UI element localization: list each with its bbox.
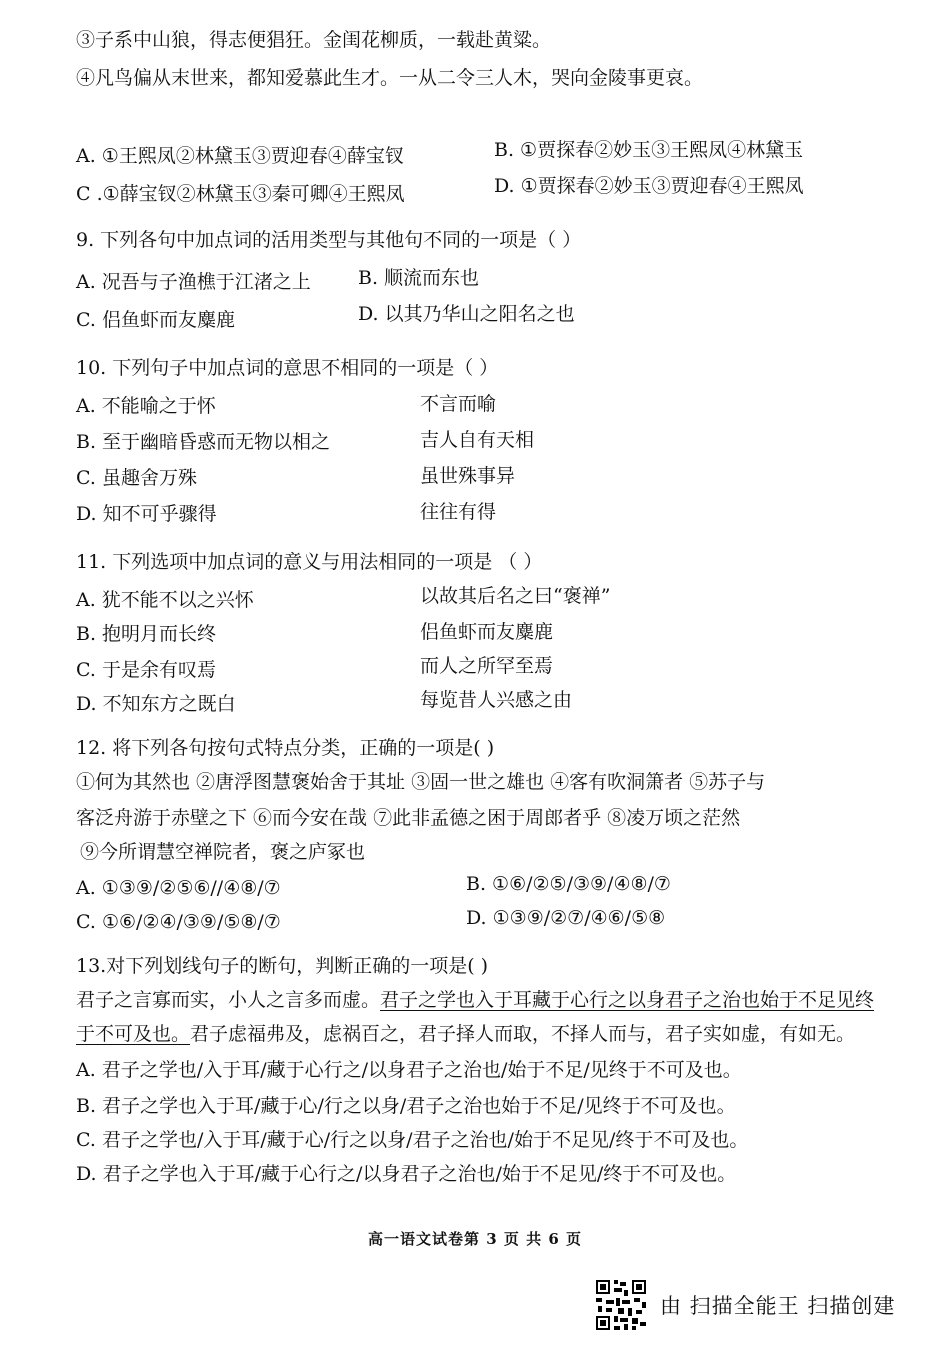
q11-option-c-pair: 而人之所罕至焉 bbox=[420, 655, 554, 677]
poem-line-3: ④凡鸟偏从末世来，都知爱慕此生才。一从二令三人木，哭向金陵事更哀。 bbox=[76, 67, 704, 89]
q10-stem: 10. 下列句子中加点词的意思不相同的一项是（ ） bbox=[76, 357, 499, 379]
q11-option-a-pair: 以故其后名之曰“褒禅” bbox=[420, 585, 611, 607]
q13-text-line1 bbox=[76, 988, 874, 1012]
q13-text-line2 bbox=[76, 1022, 855, 1046]
q13-underlined-part1: 君子之学也入于耳藏于心行之以身君子之治也始于不足见终 bbox=[380, 989, 875, 1011]
qr-code-icon bbox=[594, 1278, 648, 1332]
q11-option-c: C. 于是余有叹焉 bbox=[76, 659, 216, 681]
q13-option-c: C. 君子之学也/入于耳/藏于心/行之以身/君子之治也/始于不足见/终于不可及也。 bbox=[76, 1129, 749, 1151]
q13-stem: 13.对下列划线句子的断句，判断正确的一项是( ) bbox=[76, 955, 489, 977]
q10-option-c-pair: 虽世殊事异 bbox=[420, 465, 516, 487]
q9-stem: 9. 下列各句中加点词的活用类型与其他句不同的一项是（ ） bbox=[76, 229, 582, 251]
q13-option-a: A. 君子之学也/入于耳/藏于心行之/以身君子之治也/始于不足/见终于不可及也。 bbox=[76, 1059, 742, 1081]
q11-option-a: A. 犹不能不以之兴怀 bbox=[76, 589, 254, 611]
scanner-text: 由 扫描全能王 扫描创建 bbox=[660, 1294, 896, 1318]
page-footer: 高一语文试卷第 3 页 共 6 页 bbox=[368, 1230, 582, 1248]
q9-option-c: C. 侣鱼虾而友麋鹿 bbox=[76, 309, 235, 331]
q10-option-d: D. 知不可乎骤得 bbox=[76, 503, 217, 525]
q9-option-b: B. 顺流而东也 bbox=[358, 267, 480, 289]
q12-option-b: B. ①⑥/②⑤/③⑨/④⑧/⑦ bbox=[466, 873, 671, 895]
q10-option-c: C. 虽趣舍万殊 bbox=[76, 467, 197, 489]
poem-line-2: ③子系中山狼，得志便猖狂。金闺花柳质，一载赴黄粱。 bbox=[76, 29, 552, 51]
q12-sentences-line2: 客泛舟游于赤壁之下 ⑥而今安在哉 ⑦此非孟德之困于周郎者乎 ⑧凌万顷之茫然 bbox=[76, 807, 741, 829]
q11-option-b-pair: 侣鱼虾而友麋鹿 bbox=[420, 621, 554, 643]
q13-text-pre: 君子之言寡而实，小人之言多而虚。 bbox=[76, 989, 381, 1011]
q13-underlined-part2: 于不可及也。 bbox=[76, 1023, 191, 1045]
q8-option-c: C .①薛宝钗②林黛玉③秦可卿④王熙凤 bbox=[76, 183, 405, 205]
q10-option-d-pair: 往往有得 bbox=[420, 501, 497, 523]
q11-stem: 11. 下列选项中加点词的意义与用法相同的一项是 （ ） bbox=[76, 551, 543, 573]
q9-option-d: D. 以其乃华山之阳名之也 bbox=[358, 303, 575, 325]
q9-option-a: A. 况吾与子渔樵于江渚之上 bbox=[76, 271, 311, 293]
q10-option-b: B. 至于幽暗昏惑而无物以相之 bbox=[76, 431, 331, 453]
q8-option-a: A. ①王熙凤②林黛玉③贾迎春④薛宝钗 bbox=[76, 145, 404, 167]
q12-option-a: A. ①③⑨/②⑤⑥//④⑧/⑦ bbox=[76, 877, 281, 899]
q10-option-a-pair: 不言而喻 bbox=[420, 393, 497, 415]
q12-sentences-line1: ①何为其然也 ②唐浮图慧褒始舍于其址 ③固一世之雄也 ④客有吹洞箫者 ⑤苏子与 bbox=[76, 771, 766, 793]
q8-option-d: D. ①贾探春②妙玉③贾迎春④王熙凤 bbox=[494, 175, 804, 197]
q10-option-a: A. 不能喻之于怀 bbox=[76, 395, 216, 417]
q13-option-d: D. 君子之学也入于耳/藏于心行之/以身君子之治也/始于不足见/终于不可及也。 bbox=[76, 1163, 737, 1185]
q12-option-c: C. ①⑥/②④/③⑨/⑤⑧/⑦ bbox=[76, 911, 281, 933]
q10-option-b-pair: 吉人自有天相 bbox=[420, 429, 535, 451]
q11-option-d-pair: 每览昔人兴感之由 bbox=[420, 689, 573, 711]
q12-sentences-line3: ⑨今所谓慧空禅院者，褒之庐冢也 bbox=[80, 841, 366, 863]
scanner-watermark bbox=[594, 1278, 895, 1332]
q8-option-b: B. ①贾探春②妙玉③王熙凤④林黛玉 bbox=[494, 139, 804, 161]
q11-option-b: B. 抱明月而长终 bbox=[76, 623, 217, 645]
q11-option-d: D. 不知东方之既白 bbox=[76, 693, 236, 715]
q13-option-b: B. 君子之学也入于耳/藏于心/行之以身/君子之治也始于不足/见终于不可及也。 bbox=[76, 1095, 736, 1117]
q12-option-d: D. ①③⑨/②⑦/④⑥/⑤⑧ bbox=[466, 907, 666, 929]
q13-text-post: 君子虑福弗及，虑祸百之，君子择人而取，不择人而与，君子实如虚，有如无。 bbox=[190, 1023, 856, 1045]
q12-stem: 12. 将下列各句按句式特点分类，正确的一项是( ) bbox=[76, 737, 495, 759]
